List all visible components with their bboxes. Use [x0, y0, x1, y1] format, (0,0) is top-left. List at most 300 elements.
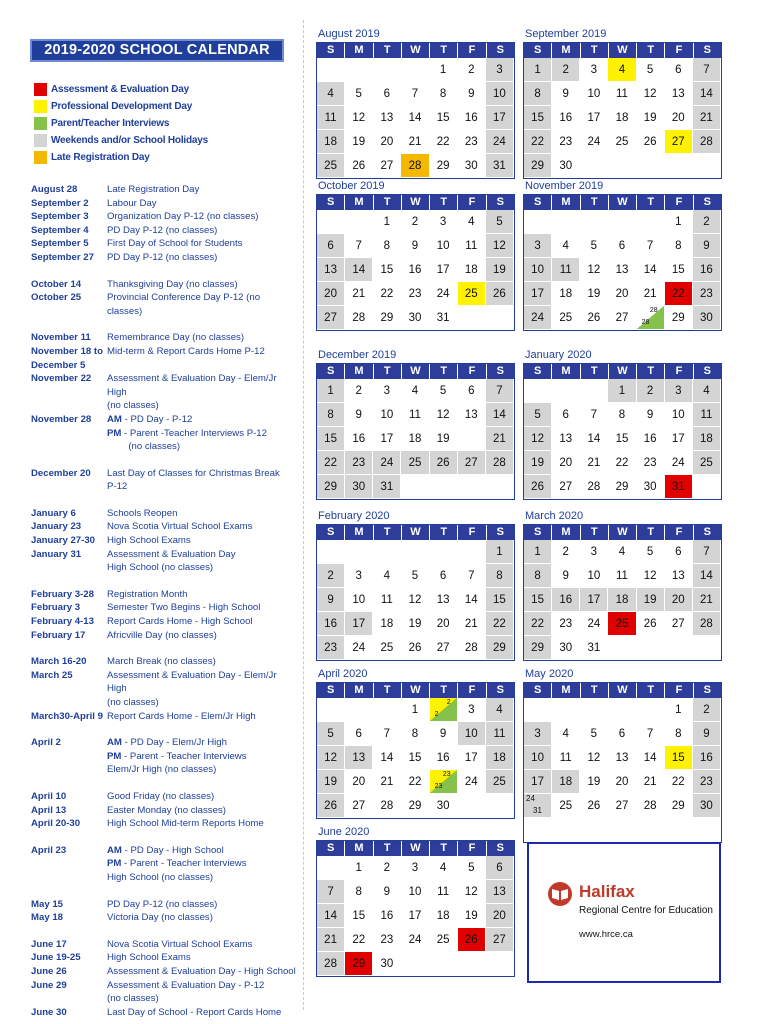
day-cell: 27 [458, 451, 486, 475]
day-cell: 6 [317, 234, 345, 258]
event-row [31, 1006, 296, 1020]
event-description: March Break (no classes) [107, 656, 216, 668]
month-grid [523, 42, 722, 179]
day-cell: 12 [580, 746, 608, 770]
day-cell: 5 [430, 379, 458, 403]
day-cell: 9 [693, 234, 721, 258]
month-title: September 2019 [525, 28, 607, 40]
event-date: April 13 [31, 804, 67, 816]
day-cell: 9 [345, 403, 373, 427]
empty-cell [458, 475, 486, 499]
day-cell: 31 [665, 475, 693, 499]
weekday-label: T [581, 683, 609, 698]
day-cell: 29 [345, 952, 373, 976]
event-row [31, 790, 296, 804]
day-cell: 22 [345, 928, 373, 952]
day-cell: 19 [486, 258, 514, 282]
event-description: Last Day of Classes for Christmas Break P-12 [107, 467, 280, 493]
day-cell: 25 [552, 306, 580, 330]
month-calendar [523, 666, 722, 843]
day-cell: 9 [430, 722, 458, 746]
weekday-header [317, 525, 514, 540]
day-cell: 8 [524, 564, 552, 588]
event-description: Victoria Day (no classes) [107, 912, 213, 924]
week-row [524, 282, 721, 306]
week-row [524, 379, 721, 403]
legend-swatch [34, 151, 47, 164]
day-cell: 11 [430, 880, 458, 904]
day-cell: 27 [345, 794, 373, 818]
event-date: May 18 [31, 912, 63, 924]
legend-label: Weekends and/or School Holidays [51, 135, 208, 146]
event-date: September 2 [31, 197, 89, 209]
empty-cell [373, 540, 401, 564]
day-cell: 29 [524, 154, 552, 178]
empty-cell [637, 818, 665, 842]
day-cell: 21 [373, 770, 401, 794]
weekday-label: T [637, 683, 665, 698]
month-calendar [523, 178, 722, 331]
day-cell: 14 [458, 588, 486, 612]
day-cell: 5 [637, 58, 665, 82]
day-cell: 1 [486, 540, 514, 564]
day-cell: 22 [430, 130, 458, 154]
day-cell: 11 [608, 82, 636, 106]
day-cell: 8 [430, 82, 458, 106]
weekday-label: S [496, 684, 504, 696]
day-cell: 28 [637, 794, 665, 818]
empty-cell [580, 210, 608, 234]
day-cell: 6 [430, 564, 458, 588]
day-cell: 22 [665, 770, 693, 794]
day-cell: 29 [486, 636, 514, 660]
day-cell: 7 [637, 234, 665, 258]
day-cell: 3 [665, 379, 693, 403]
week-row [524, 82, 721, 106]
day-cell: 28 [401, 154, 429, 178]
month-grid [523, 524, 722, 661]
day-cell: 15 [373, 258, 401, 282]
event-date: January 27-30 [31, 535, 95, 547]
event-row [31, 413, 296, 454]
day-cell: 2 [693, 210, 721, 234]
weekday-label: S [496, 44, 504, 56]
day-cell: 13 [458, 403, 486, 427]
day-cell: 9 [637, 403, 665, 427]
event-date: March 25 [31, 669, 73, 681]
event-row [31, 629, 296, 643]
empty-cell [486, 475, 514, 499]
day-cell: 20 [373, 130, 401, 154]
empty-cell [401, 952, 429, 976]
weekday-header [317, 195, 514, 210]
day-cell: 8 [401, 722, 429, 746]
day-cell: 22 [317, 451, 345, 475]
empty-cell [637, 210, 665, 234]
weekday-label: F [458, 841, 486, 856]
event-row [31, 669, 296, 710]
day-cell: 17 [458, 746, 486, 770]
day-cell: 26 [580, 306, 608, 330]
day-cell: 28 [373, 794, 401, 818]
day-cell: 9 [552, 564, 580, 588]
week-row [524, 427, 721, 451]
event-date: September 27 [31, 251, 94, 263]
empty-cell [580, 818, 608, 842]
weekday-label: S [317, 525, 345, 540]
day-cell: 11 [401, 403, 429, 427]
day-cell: 22 [524, 130, 552, 154]
month-title: March 2020 [525, 510, 584, 522]
week-row [317, 154, 514, 178]
week-row [524, 612, 721, 636]
weekday-label: W [402, 841, 430, 856]
event-description: Easter Monday (no classes) [107, 804, 226, 816]
week-row [317, 427, 514, 451]
day-cell: 1 [373, 210, 401, 234]
day-cell: 19 [458, 904, 486, 928]
month-calendar [316, 178, 515, 331]
event-row [31, 548, 296, 575]
empty-cell [458, 306, 486, 330]
day-cell: 13 [373, 106, 401, 130]
day-cell: 16 [693, 746, 721, 770]
day-cell: 15 [665, 258, 693, 282]
weekday-label: F [665, 683, 693, 698]
empty-cell [317, 540, 345, 564]
day-cell: 25 [401, 451, 429, 475]
day-cell: 6 [665, 58, 693, 82]
month-grid [316, 524, 515, 661]
weekday-label: T [430, 841, 458, 856]
event-row [31, 359, 296, 373]
empty-cell [430, 475, 458, 499]
day-cell: 12 [458, 880, 486, 904]
day-cell: 19 [580, 770, 608, 794]
empty-cell [637, 636, 665, 660]
day-cell: 21 [580, 451, 608, 475]
empty-cell [458, 794, 486, 818]
day-cell: 17 [486, 106, 514, 130]
day-cell: 6 [458, 379, 486, 403]
event-description: AM - PD Day - Elem/Jr High PM - Parent - Teacher Interviews Elem/Jr High (no classes) [107, 737, 247, 776]
day-cell: 10 [345, 588, 373, 612]
event-row [31, 588, 296, 602]
event-gap [31, 454, 296, 467]
weekday-label: S [524, 525, 552, 540]
day-cell: 17 [580, 588, 608, 612]
event-date: October 14 [31, 278, 82, 290]
day-cell: 24 [580, 130, 608, 154]
day-cell: 24 [665, 451, 693, 475]
week-row [524, 451, 721, 475]
empty-cell [401, 540, 429, 564]
day-cell: 3 [580, 540, 608, 564]
event-description: Provincial Conference Day P-12 (no classes) [107, 292, 263, 317]
month-calendar [316, 666, 515, 819]
day-cell: 15 [401, 746, 429, 770]
day-cell: 19 [637, 106, 665, 130]
day-cell: 2 2 [430, 698, 458, 722]
month-title: February 2020 [318, 510, 390, 522]
empty-cell [580, 698, 608, 722]
weekday-label: T [637, 364, 665, 379]
week-row [317, 282, 514, 306]
day-cell: 23 [552, 612, 580, 636]
event-row [31, 655, 296, 669]
day-cell: 20 [608, 770, 636, 794]
weekday-label: S [524, 43, 552, 58]
empty-cell [637, 698, 665, 722]
day-cell: 14 [693, 564, 721, 588]
day-cell: 3 [524, 234, 552, 258]
day-cell: 7 [486, 379, 514, 403]
weekday-header [317, 683, 514, 698]
day-cell: 24 [580, 612, 608, 636]
day-cell: 23 [401, 282, 429, 306]
event-date: November 11 [31, 332, 91, 344]
day-cell: 17 [580, 106, 608, 130]
month-title: January 2020 [525, 349, 592, 361]
week-row [317, 636, 514, 660]
week-row [524, 722, 721, 746]
empty-cell [552, 818, 580, 842]
event-date: November 18 to [31, 345, 103, 357]
day-cell: 7 [693, 58, 721, 82]
day-cell: 1 [524, 540, 552, 564]
event-date: October 25 [31, 292, 82, 304]
event-date: June 30 [31, 1006, 67, 1018]
event-row [31, 224, 296, 238]
empty-cell [665, 154, 693, 178]
week-row [524, 698, 721, 722]
month-title: April 2020 [318, 668, 368, 680]
day-cell: 6 [608, 234, 636, 258]
event-gap [31, 831, 296, 844]
weekday-label: T [581, 195, 609, 210]
day-cell: 18 [552, 282, 580, 306]
month-title: November 2019 [525, 180, 604, 192]
weekday-label: T [581, 43, 609, 58]
event-date: March 16-20 [31, 656, 87, 668]
day-cell: 17 [373, 427, 401, 451]
legend-label: Late Registration Day [51, 152, 150, 163]
day-cell: 4 [552, 722, 580, 746]
day-cell: 2 [552, 540, 580, 564]
day-cell: 17 [430, 258, 458, 282]
weekday-label: W [609, 683, 637, 698]
day-cell: 6 [665, 540, 693, 564]
empty-cell [552, 210, 580, 234]
week-row [317, 234, 514, 258]
empty-cell [608, 698, 636, 722]
weekday-label: M [345, 43, 373, 58]
day-cell: 16 [458, 106, 486, 130]
day-cell: 29 [665, 794, 693, 818]
hrce-logo-box [527, 842, 721, 983]
day-cell: 10 [486, 82, 514, 106]
day-cell: 26 [637, 612, 665, 636]
day-cell: 16 [637, 427, 665, 451]
day-cell: 18 [693, 427, 721, 451]
week-row [317, 82, 514, 106]
month-grid [523, 363, 722, 500]
weekday-label: S [496, 526, 504, 538]
event-row [31, 278, 296, 292]
day-cell: 28 [458, 636, 486, 660]
legend-item [34, 81, 208, 98]
day-cell: 9 [693, 722, 721, 746]
day-cell: 2 [458, 58, 486, 82]
day-cell: 28 [486, 451, 514, 475]
event-row [31, 979, 296, 1006]
weekday-label: T [430, 43, 458, 58]
event-date: April 23 [31, 844, 67, 856]
weekday-header [524, 43, 721, 58]
day-cell: 21 [458, 612, 486, 636]
month-grid [316, 194, 515, 331]
event-gap [31, 723, 296, 736]
weekday-label: F [665, 195, 693, 210]
day-cell: 28 [317, 952, 345, 976]
day-cell: 14 [486, 403, 514, 427]
event-description: PD Day P-12 (no classes) [107, 898, 218, 910]
day-cell: 23 [693, 282, 721, 306]
hrce-name: Halifax [579, 882, 635, 901]
event-row [31, 951, 296, 965]
day-cell: 26 [580, 794, 608, 818]
day-cell: 13 [430, 588, 458, 612]
day-cell: 9 [317, 588, 345, 612]
week-row [317, 746, 514, 770]
event-description: Report Cards Home - Elem/Jr High [107, 710, 256, 722]
event-description: Assessment & Evaluation Day - Elem/Jr High (no classes) [107, 373, 277, 412]
hrce-subtitle: Regional Centre for Education [579, 905, 713, 916]
day-cell: 13 [486, 880, 514, 904]
day-cell: 16 [317, 612, 345, 636]
day-cell: 21 [637, 770, 665, 794]
day-cell: 14 [401, 106, 429, 130]
event-date: January 23 [31, 521, 82, 533]
weekday-label: T [637, 525, 665, 540]
day-cell: 3 [580, 58, 608, 82]
event-date: November 28 [31, 413, 92, 425]
day-cell: 18 [430, 904, 458, 928]
day-cell: 29 [430, 154, 458, 178]
day-cell: 19 [317, 770, 345, 794]
day-cell: 11 [486, 722, 514, 746]
event-row [31, 507, 296, 521]
weekday-label: W [609, 195, 637, 210]
day-cell: 13 [665, 564, 693, 588]
event-date: March30-April 9 [31, 710, 103, 722]
day-cell: 4 [430, 856, 458, 880]
day-cell: 24 [486, 130, 514, 154]
week-row [317, 451, 514, 475]
event-date: September 3 [31, 211, 89, 223]
day-cell: 14 [637, 746, 665, 770]
event-description: First Day of School for Students [107, 238, 243, 250]
empty-cell [524, 818, 552, 842]
weekday-label: W [402, 43, 430, 58]
month-title: August 2019 [318, 28, 380, 40]
day-cell: 23 [458, 130, 486, 154]
day-cell: 2 [552, 58, 580, 82]
event-description: Good Friday (no classes) [107, 790, 215, 802]
day-cell: 4 [458, 210, 486, 234]
day-cell: 10 [580, 82, 608, 106]
day-cell: 7 [458, 564, 486, 588]
day-cell: 17 [524, 770, 552, 794]
event-date: December 5 [31, 359, 86, 371]
day-cell: 30 [458, 154, 486, 178]
weekday-label: W [609, 525, 637, 540]
event-description: Last Day of School - Report Cards Home [107, 1006, 282, 1018]
week-row [524, 403, 721, 427]
day-cell: 12 [486, 234, 514, 258]
day-cell: 12 [345, 106, 373, 130]
event-date: May 15 [31, 898, 63, 910]
weekday-header [524, 195, 721, 210]
event-date: February 4-13 [31, 616, 94, 628]
empty-cell [317, 856, 345, 880]
event-description: Assessment & Evaluation Day High School (no classes) [107, 548, 236, 574]
day-cell: 5 [637, 540, 665, 564]
day-cell: 27 [373, 154, 401, 178]
event-row [31, 345, 296, 359]
day-cell: 30 [430, 794, 458, 818]
day-cell: 1 [401, 698, 429, 722]
day-cell: 16 [430, 746, 458, 770]
day-cell: 5 [486, 210, 514, 234]
day-cell: 30 [552, 636, 580, 660]
day-cell: 28 [693, 612, 721, 636]
day-cell: 13 [345, 746, 373, 770]
month-calendar [523, 347, 722, 500]
week-row [524, 258, 721, 282]
day-cell: 3 [524, 722, 552, 746]
day-cell: 20 [486, 904, 514, 928]
day-cell: 7 [693, 540, 721, 564]
week-row [317, 210, 514, 234]
weekday-label: S [317, 43, 345, 58]
event-gap [31, 642, 296, 655]
day-cell: 13 [665, 82, 693, 106]
day-cell: 22 [524, 612, 552, 636]
month-calendar [316, 26, 515, 179]
day-cell: 7 [345, 234, 373, 258]
day-cell: 7 [373, 722, 401, 746]
event-description: AM - PD Day - P-12 PM - Parent -Teacher Interviews P-12 (no classes) [107, 413, 267, 453]
day-cell: 16 [373, 904, 401, 928]
day-cell: 2 [317, 564, 345, 588]
weekday-header [524, 525, 721, 540]
day-cell: 7 [317, 880, 345, 904]
event-date: April 2 [31, 737, 61, 749]
day-cell: 20 [317, 282, 345, 306]
legend-label: Parent/Teacher Interviews [51, 118, 170, 129]
event-date: January 6 [31, 507, 76, 519]
week-row [524, 106, 721, 130]
legend-item [34, 115, 208, 132]
month-calendar [523, 508, 722, 661]
month-calendar [316, 824, 515, 977]
day-cell: 11 [373, 588, 401, 612]
event-description: Semester Two Begins - High School [107, 602, 261, 614]
day-cell: 29 [608, 475, 636, 499]
day-cell: 20 [552, 451, 580, 475]
day-cell: 21 [401, 130, 429, 154]
